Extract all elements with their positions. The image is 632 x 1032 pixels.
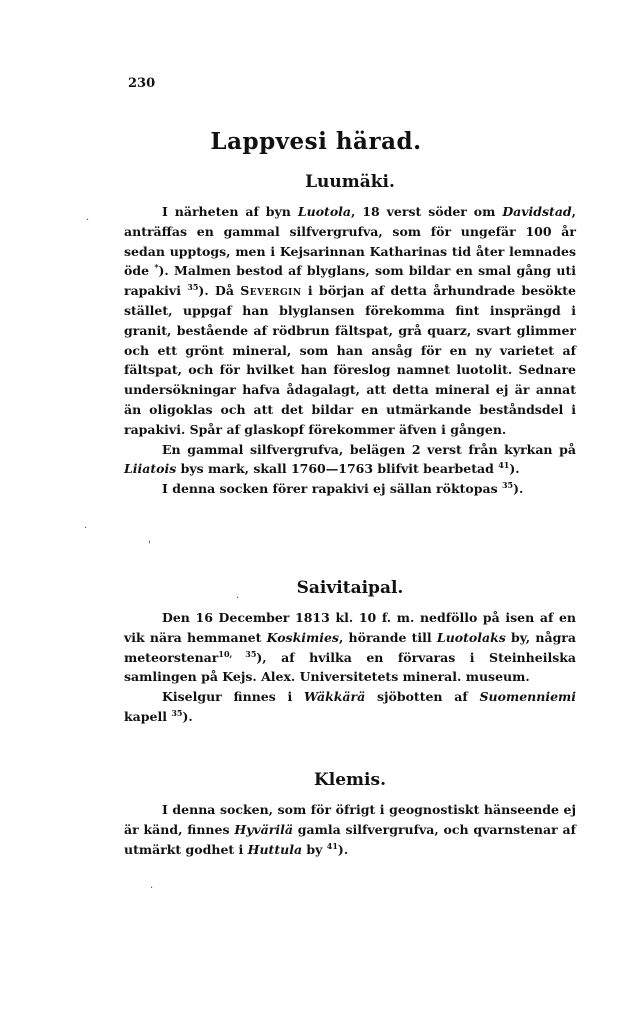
- text-run: , anträffas en gammal silfvergrufva, som för ungefär 100 år sedan upptogs, men i Kejsarinnan Katharinas tid åter lemnades öde: [124, 204, 577, 279]
- paragraph: [124, 687, 576, 727]
- paragraph: [124, 479, 576, 499]
- text-run: by: [302, 841, 327, 857]
- section-heading-klemis: Klemis.: [314, 770, 386, 790]
- footnote-ref: 10, 35: [218, 648, 257, 659]
- footnote-ref: 41: [498, 460, 510, 471]
- text-run: ).: [337, 841, 349, 857]
- text-run: sjöbotten af: [365, 689, 480, 705]
- margin-mark: .: [236, 590, 240, 601]
- author-name: Severgin: [240, 283, 302, 299]
- text-run: ).: [182, 708, 193, 724]
- text-run: kapell: [124, 708, 172, 724]
- footnote-ref: 35: [501, 480, 514, 490]
- place-name: Hyvärilä: [234, 821, 293, 837]
- margin-mark: .: [150, 880, 154, 891]
- text-run: I denna socken, som för öfrigt i geognostiskt hänseende ej är känd, finnes: [124, 802, 576, 837]
- text-run: ). Malmen bestod af blyglans, som bildar en smal gång uti rapakivi: [124, 263, 576, 299]
- margin-mark: .: [84, 520, 88, 531]
- section-body-saivitaipal: [124, 608, 576, 727]
- text-run: I denna socken förer rapakivi ej sällan röktopas: [162, 481, 502, 497]
- text-run: ), af hvilka en förvaras i Steinheilska samlingen på Kejs. Alex. Universitetets mineral. museum.: [124, 649, 576, 685]
- place-name: Wäkkärä: [304, 689, 366, 705]
- place-name: Liiatois: [124, 461, 177, 477]
- paragraph: [124, 202, 576, 440]
- text-run: , 18 verst söder om: [351, 204, 503, 219]
- text-run: i början af detta århundrade besökte stället, uppgaf han blyglansen förekomma fint insprängd i granit, bestående af rödbrun fältspat, grå quarz, svart glimmer och ett grönt mineral, som han ansåg för en ny varietet af fältspat, och för hvilket han föreslog namnet luotolit. Sednare undersökningar hafva ådagalagt, att detta mineral ej är annat än oligoklas och att det bildar en utmärkande beståndsdel i rapakivi. Spår af glaskopf förekommer äfven i gången.: [124, 283, 576, 437]
- paragraph: [124, 800, 576, 859]
- text-run: ).: [509, 461, 520, 477]
- footnote-ref: *: [154, 262, 159, 273]
- section-body-klemis: [124, 800, 576, 859]
- text-run: bys mark, skall 1760—1763 blifvit bearbetad: [176, 461, 499, 477]
- margin-mark: .: [86, 212, 90, 223]
- footnote-ref: 35: [187, 282, 199, 293]
- text-run: I närheten af byn: [162, 204, 298, 219]
- text-run: ).: [513, 481, 524, 497]
- section-heading-saivitaipal: Saivitaipal.: [296, 578, 404, 598]
- paragraph: [124, 440, 576, 480]
- text-run: ). Då: [198, 283, 241, 299]
- text-run: by, några meteorstenar: [124, 629, 576, 665]
- text-run: gamla silfvergrufva, och qvarnstenar af utmärkt godhet i: [124, 821, 576, 857]
- text-run: Den 16 December 1813 kl. 10 f. m. nedföllo på isen af en vik nära hemmanet: [124, 610, 576, 645]
- footnote-ref: 41: [326, 840, 338, 851]
- text-run: En gammal silfvergrufva, belägen 2 verst från kyrkan på: [162, 441, 576, 457]
- page-number: 230: [128, 76, 156, 91]
- place-name: Suomenniemi: [479, 689, 576, 705]
- text-run: , hörande till: [338, 629, 437, 645]
- place-name: Luotolaks: [436, 629, 506, 645]
- section-body-luumaki: [124, 202, 576, 499]
- margin-mark: ': [148, 540, 151, 551]
- paragraph: [124, 608, 576, 687]
- place-name: Luotola: [297, 204, 352, 219]
- place-name: Huttula: [247, 841, 303, 857]
- place-name: Koskimies: [266, 629, 339, 645]
- section-heading-luumaki: Luumäki.: [305, 172, 395, 192]
- page-title: Lappvesi härad.: [210, 128, 422, 155]
- footnote-ref: 35: [171, 707, 183, 718]
- text-run: Kiselgur finnes i: [162, 689, 305, 705]
- place-name: Davidstad: [502, 204, 572, 219]
